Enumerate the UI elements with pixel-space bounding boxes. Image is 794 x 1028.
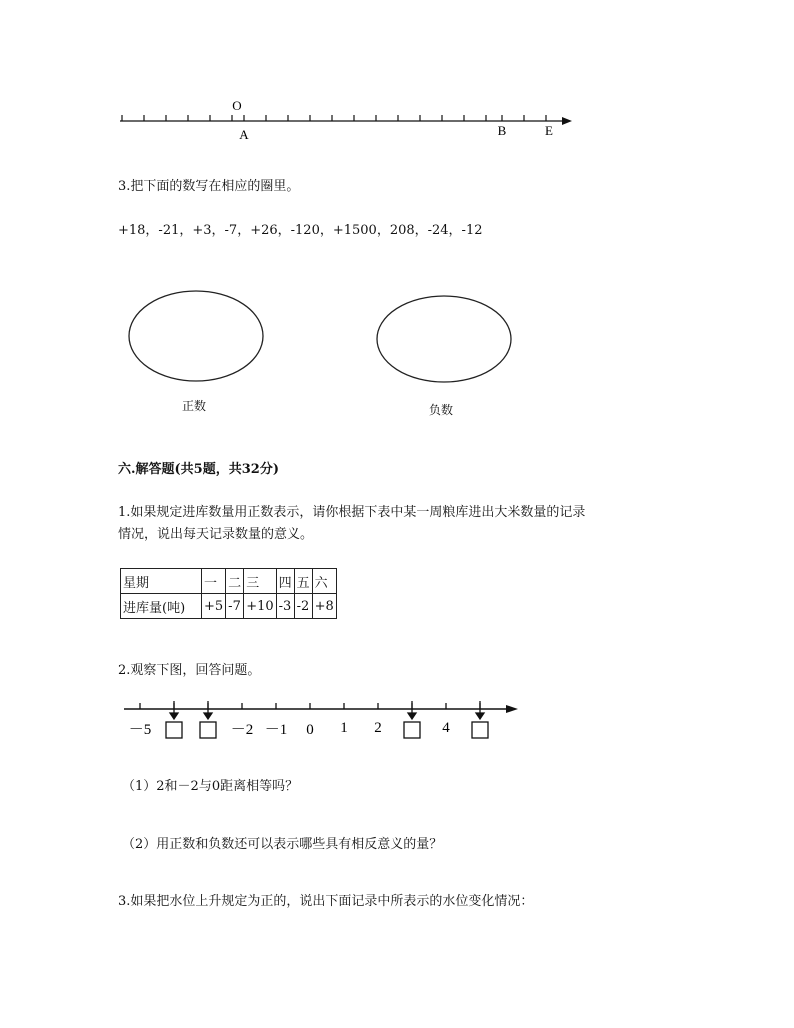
table-value-cell: +8 bbox=[312, 594, 336, 619]
record-table bbox=[120, 568, 337, 619]
q2-line-arrowhead bbox=[506, 705, 518, 713]
q2-label: 4 bbox=[442, 720, 450, 736]
table-value-cell: +10 bbox=[244, 594, 276, 619]
q3-classify-prompt: 3.把下面的数写在相应的圈里。 bbox=[118, 179, 300, 194]
section-heading: 六.解答题(共5题，共32分) bbox=[118, 462, 279, 477]
q2-label: 2 bbox=[374, 720, 382, 736]
q2-label: －5 bbox=[128, 722, 152, 738]
q2-blank-box bbox=[166, 722, 182, 738]
table-value-cell: -7 bbox=[226, 594, 244, 619]
top-line-label-o: O bbox=[232, 98, 242, 113]
table-header-amount: 进库量(吨) bbox=[121, 594, 202, 619]
table-day-cell: 五 bbox=[294, 569, 312, 594]
q2-subquestion-1: （1）2和－2与0距离相等吗？ bbox=[122, 779, 299, 794]
q3-water-prompt: 3.如果把水位上升规定为正的，说出下面记录中所表示的水位变化情况： bbox=[118, 894, 534, 909]
top-number-line bbox=[110, 95, 590, 145]
table-day-cell: 二 bbox=[226, 569, 244, 594]
table-day-cell: 三 bbox=[244, 569, 276, 594]
table-value-cell: -3 bbox=[276, 594, 294, 619]
q2-blank-box bbox=[404, 722, 420, 738]
classify-circles bbox=[120, 285, 520, 395]
q2-blank-boxes bbox=[166, 722, 488, 738]
top-line-arrowhead bbox=[562, 117, 572, 125]
top-line-label-a: A bbox=[239, 127, 249, 142]
q1-text-line2: 情况，说出每天记录数量的意义。 bbox=[118, 527, 314, 542]
q2-label: －2 bbox=[230, 722, 254, 738]
q2-blank-box bbox=[200, 722, 216, 738]
q2-number-line bbox=[118, 695, 528, 745]
q1-text-line1: 1.如果规定进库数量用正数表示，请你根据下表中某一周粮库进出大米数量的记录 bbox=[118, 505, 586, 520]
table-day-cell: 六 bbox=[312, 569, 336, 594]
positive-circle-label: 正数 bbox=[182, 399, 207, 413]
q2-label: －1 bbox=[264, 722, 288, 738]
table-row-amount bbox=[121, 594, 337, 619]
top-line-label-b: B bbox=[497, 123, 507, 138]
top-line-ticks bbox=[122, 115, 546, 121]
q2-label: 1 bbox=[340, 720, 348, 736]
q2-label: 0 bbox=[306, 722, 314, 738]
table-header-weekday: 星期 bbox=[121, 569, 202, 594]
table-day-cell: 一 bbox=[202, 569, 226, 594]
positive-circle bbox=[129, 291, 263, 381]
negative-circle bbox=[377, 296, 511, 382]
table-day-cell: 四 bbox=[276, 569, 294, 594]
q2-down-arrows bbox=[170, 701, 484, 719]
q2-blank-box bbox=[472, 722, 488, 738]
table-value-cell: -2 bbox=[294, 594, 312, 619]
q2-subquestion-2: （2）用正数和负数还可以表示哪些具有相反意义的量？ bbox=[122, 837, 443, 852]
q3-number-list: +18，-21，+3，-7，+26，-120，+1500，208，-24，-12 bbox=[118, 223, 483, 238]
table-row-weekday bbox=[121, 569, 337, 594]
top-line-label-e: E bbox=[545, 123, 553, 138]
table-value-cell: +5 bbox=[202, 594, 226, 619]
q2-prompt: 2.观察下图，回答问题。 bbox=[118, 663, 261, 678]
negative-circle-label: 负数 bbox=[429, 403, 454, 417]
q2-line-ticks bbox=[140, 703, 480, 709]
